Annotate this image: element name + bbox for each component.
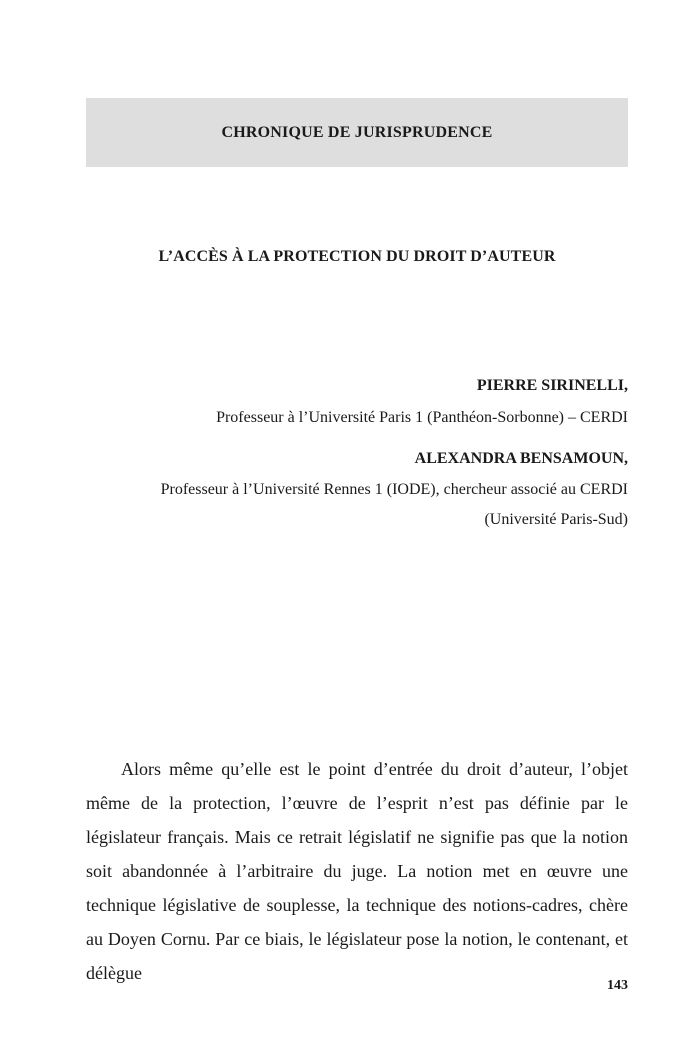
body-paragraph: Alors même qu’elle est le point d’entrée du droit d’auteur, l’objet même de la protection, l’œuvre de l’esprit n’est pas définie par le législateur français. Mais ce retrait législatif ne signifie pas que la notion soit abandonnée à l’arbitraire du juge. La notion met en œuvre une technique législative de souplesse, la technique des notions-cadres, chère au Doyen Cornu. Par ce biais, le législateur pose la notion, le contenant, et délègue bbox=[86, 759, 628, 983]
rubric-header bbox=[86, 98, 628, 167]
author-affiliation: Professeur à l’Université Paris 1 (Panthéon-Sorbonne) – CERDI bbox=[216, 409, 628, 426]
rubric-title: CHRONIQUE DE JURISPRUDENCE bbox=[221, 123, 493, 141]
authors-block bbox=[86, 375, 628, 535]
article-title: L’ACCÈS À LA PROTECTION DU DROIT D’AUTEUR bbox=[158, 248, 556, 265]
author-pierre-sirinelli bbox=[86, 375, 628, 433]
page-number: 143 bbox=[607, 978, 628, 993]
author-affiliation-continued: (Université Paris-Sud) bbox=[484, 511, 628, 528]
author-affiliation: Professeur à l’Université Rennes 1 (IODE), chercheur associé au CERDI bbox=[160, 481, 628, 498]
author-name: ALEXANDRA BENSAMOUN, bbox=[414, 450, 628, 467]
author-name: PIERRE SIRINELLI, bbox=[476, 377, 628, 394]
author-alexandra-bensamoun bbox=[86, 448, 628, 535]
